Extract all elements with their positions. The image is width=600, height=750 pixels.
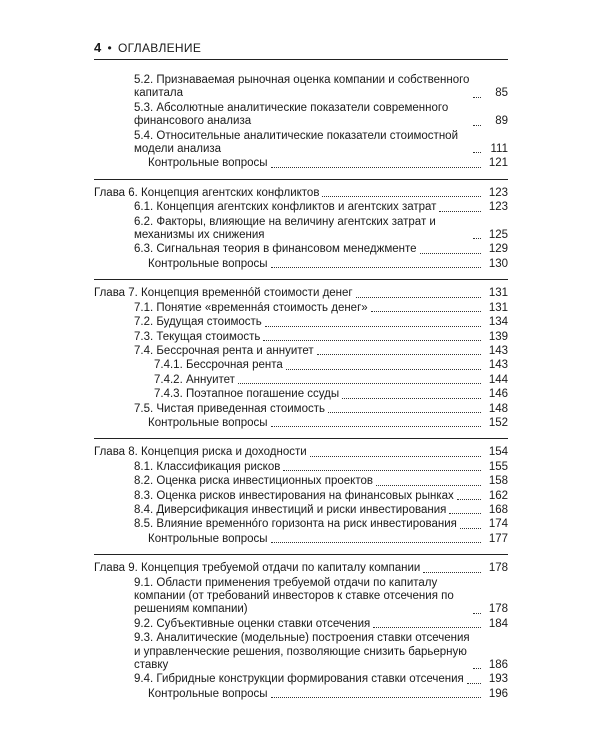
toc-entry[interactable] [94,374,508,387]
toc-entry[interactable] [94,518,508,531]
toc-entry-page: 131 [488,301,508,314]
toc-entry[interactable] [94,216,508,243]
toc-chapter-entry[interactable] [94,287,508,300]
toc-entry-page: 134 [488,316,508,329]
toc-entry[interactable] [94,201,508,214]
toc-entry-title: Глава 6. Концепция агентских конфликтов [94,186,320,199]
toc-entry-page: 139 [488,330,508,343]
toc-section [94,438,508,549]
toc-entry-page: 178 [488,562,508,575]
toc-entry-title: 7.4. Бессрочная рента и аннуитет [134,344,314,357]
toc-entry-title: 8.1. Классификация рисков [134,460,281,473]
toc-entry-page: 146 [488,388,508,401]
toc-entry[interactable] [94,102,508,129]
toc-entry-title: Глава 9. Концепция требуемой отдачи по капиталу компании [94,562,421,575]
dot-leader [420,253,481,254]
toc-entry[interactable] [94,359,508,372]
toc-entry-page: 193 [488,673,508,686]
toc-entry-page: 143 [488,344,508,357]
toc-entry-page: 168 [488,503,508,516]
toc-entry-page: 186 [488,659,508,672]
dot-leader [271,697,481,698]
header-rule [94,59,508,60]
toc-entry-page: 121 [488,157,508,170]
toc-entry[interactable] [94,403,508,416]
toc-entry-title: 7.5. Чистая приведенная стоимость [134,402,325,415]
toc-entry[interactable] [94,618,508,631]
toc-entry-title: 5.4. Относительные аналитические показатели стоимостной модели анализа [134,129,458,156]
toc-section [94,72,508,174]
toc-entry[interactable] [94,345,508,358]
dot-leader [460,528,481,529]
dot-leader [449,513,481,514]
toc-entry[interactable] [94,461,508,474]
toc-entry-title: 9.2. Субъективные оценки ставки отсечения [134,617,371,630]
toc-questions-entry[interactable] [94,688,508,701]
toc-section [94,279,508,433]
page-title: ОГЛАВЛЕНИЕ [118,41,202,55]
page-number: 4 [94,40,102,55]
toc-entry[interactable] [94,577,508,617]
toc-questions-entry[interactable] [94,157,508,170]
toc-entry-page: 162 [488,489,508,502]
dot-leader [328,412,481,413]
toc-entry[interactable] [94,316,508,329]
dot-leader [467,683,481,684]
toc-entry[interactable] [94,331,508,344]
toc-entry-page: 85 [495,87,508,100]
toc-entry[interactable] [94,490,508,503]
dot-leader [283,470,481,471]
toc-entry[interactable] [94,74,508,101]
toc-entry-page: 129 [488,243,508,256]
toc-entry-page: 184 [488,617,508,630]
toc-entry-page: 177 [488,532,508,545]
toc-chapter-entry[interactable] [94,562,508,575]
toc-entry-title: 7.3. Текущая стоимость [134,330,261,343]
dot-leader [271,167,481,168]
toc-entry-title: Контрольные вопросы [148,532,268,545]
toc-entry-title: 6.3. Сигнальная теория в финансовом менеджменте [134,243,417,256]
toc-entry[interactable] [94,302,508,315]
toc-entry-title: 7.1. Понятие «временнáя стоимость денег» [134,301,368,314]
toc-entry-title: 7.4.1. Бессрочная рента [154,359,283,372]
toc-section [94,554,508,704]
toc-entry-title: 8.3. Оценка рисков инвестирования на финансовых рынках [134,489,454,502]
toc-entry-title: 6.1. Концепция агентских конфликтов и агентских затрат [134,201,437,214]
dot-leader [238,383,481,384]
dot-leader [473,613,481,614]
toc-entry[interactable] [94,673,508,686]
toc-entry-title: 9.4. Гибридные конструкции формирования ставки отсечения [134,673,464,686]
toc-entry[interactable] [94,130,508,157]
dot-leader [317,354,481,355]
toc-entry-title: Контрольные вопросы [148,157,268,170]
toc-questions-entry[interactable] [94,258,508,271]
toc-entry-page: 155 [488,460,508,473]
dot-leader [322,196,481,197]
toc-entry-page: 123 [488,201,508,214]
toc-chapter-entry[interactable] [94,446,508,459]
toc-entry-title: 7.4.2. Аннуитет [154,373,235,386]
dot-leader [263,340,481,341]
dot-leader [473,238,481,239]
toc-entry[interactable] [94,243,508,256]
toc-entry-title: Контрольные вопросы [148,257,268,270]
toc-entry[interactable] [94,632,508,672]
dot-leader [373,627,481,628]
dot-leader [265,326,481,327]
dot-leader [286,369,481,370]
toc-entry-title: Глава 8. Концепция риска и доходности [94,446,307,459]
toc-entry[interactable] [94,388,508,401]
toc-entry-page: 130 [488,257,508,270]
toc-questions-entry[interactable] [94,533,508,546]
toc-entry-page: 111 [490,143,508,156]
toc-entry-page: 174 [488,518,508,531]
toc-entry-title: 7.2. Будущая стоимость [134,316,262,329]
toc-entry-page: 148 [488,402,508,415]
header-bullet: • [107,41,113,55]
dot-leader [310,456,481,457]
toc-entry-title: 8.4. Диверсификация инвестиций и риски инвестирования [134,503,447,516]
toc-entry[interactable] [94,504,508,517]
toc-section [94,179,508,274]
dot-leader [473,668,481,669]
toc-entry-page: 196 [488,687,508,700]
table-of-contents [94,72,508,704]
toc-entry-title: 5.3. Абсолютные аналитические показатели современного финансового анализа [134,101,449,128]
toc-entry[interactable] [94,475,508,488]
dot-leader [376,485,481,486]
dot-leader [423,572,481,573]
toc-entry-page: 125 [488,229,508,242]
dot-leader [457,499,481,500]
toc-entry-page: 89 [495,115,508,128]
toc-entry-title: 8.5. Влияние временнóго горизонта на риск инвестирования [134,518,457,531]
toc-entry-title: Глава 7. Концепция временнóй стоимости денег [94,287,353,300]
running-header [94,40,508,55]
dot-leader [473,97,481,98]
toc-entry-title: Контрольные вопросы [148,687,268,700]
toc-entry-title: 8.2. Оценка риска инвестиционных проектов [134,475,373,488]
toc-chapter-entry[interactable] [94,187,508,200]
toc-entry-title: 7.4.3. Поэтапное погашение ссуды [154,388,340,401]
toc-questions-entry[interactable] [94,417,508,430]
toc-entry-page: 178 [488,603,508,616]
dot-leader [342,398,481,399]
dot-leader [473,125,481,126]
toc-entry-page: 144 [488,373,508,386]
dot-leader [271,426,481,427]
toc-entry-page: 152 [488,416,508,429]
toc-entry-title: 9.3. Аналитические (модельные) построения ставки отсечения и управленческие решения, позволяющие снизить барьерную ставку [134,632,470,672]
toc-entry-title: 9.1. Области применения требуемой отдачи по капиталу компании (от требований инвесторов к ставке отсечения по решениям компании) [134,576,454,616]
toc-entry-page: 154 [488,446,508,459]
toc-entry-page: 131 [488,287,508,300]
dot-leader [271,267,481,268]
toc-entry-title: Контрольные вопросы [148,416,268,429]
toc-entry-page: 143 [488,359,508,372]
dot-leader [371,311,481,312]
dot-leader [439,211,481,212]
dot-leader [271,542,481,543]
dot-leader [356,297,481,298]
toc-entry-title: 6.2. Факторы, влияющие на величину агентских затрат и механизмы их снижения [134,215,436,242]
toc-entry-page: 123 [488,186,508,199]
dot-leader [473,152,481,153]
toc-entry-title: 5.2. Признаваемая рыночная оценка компании и собственного капитала [134,74,470,100]
toc-entry-page: 158 [488,475,508,488]
